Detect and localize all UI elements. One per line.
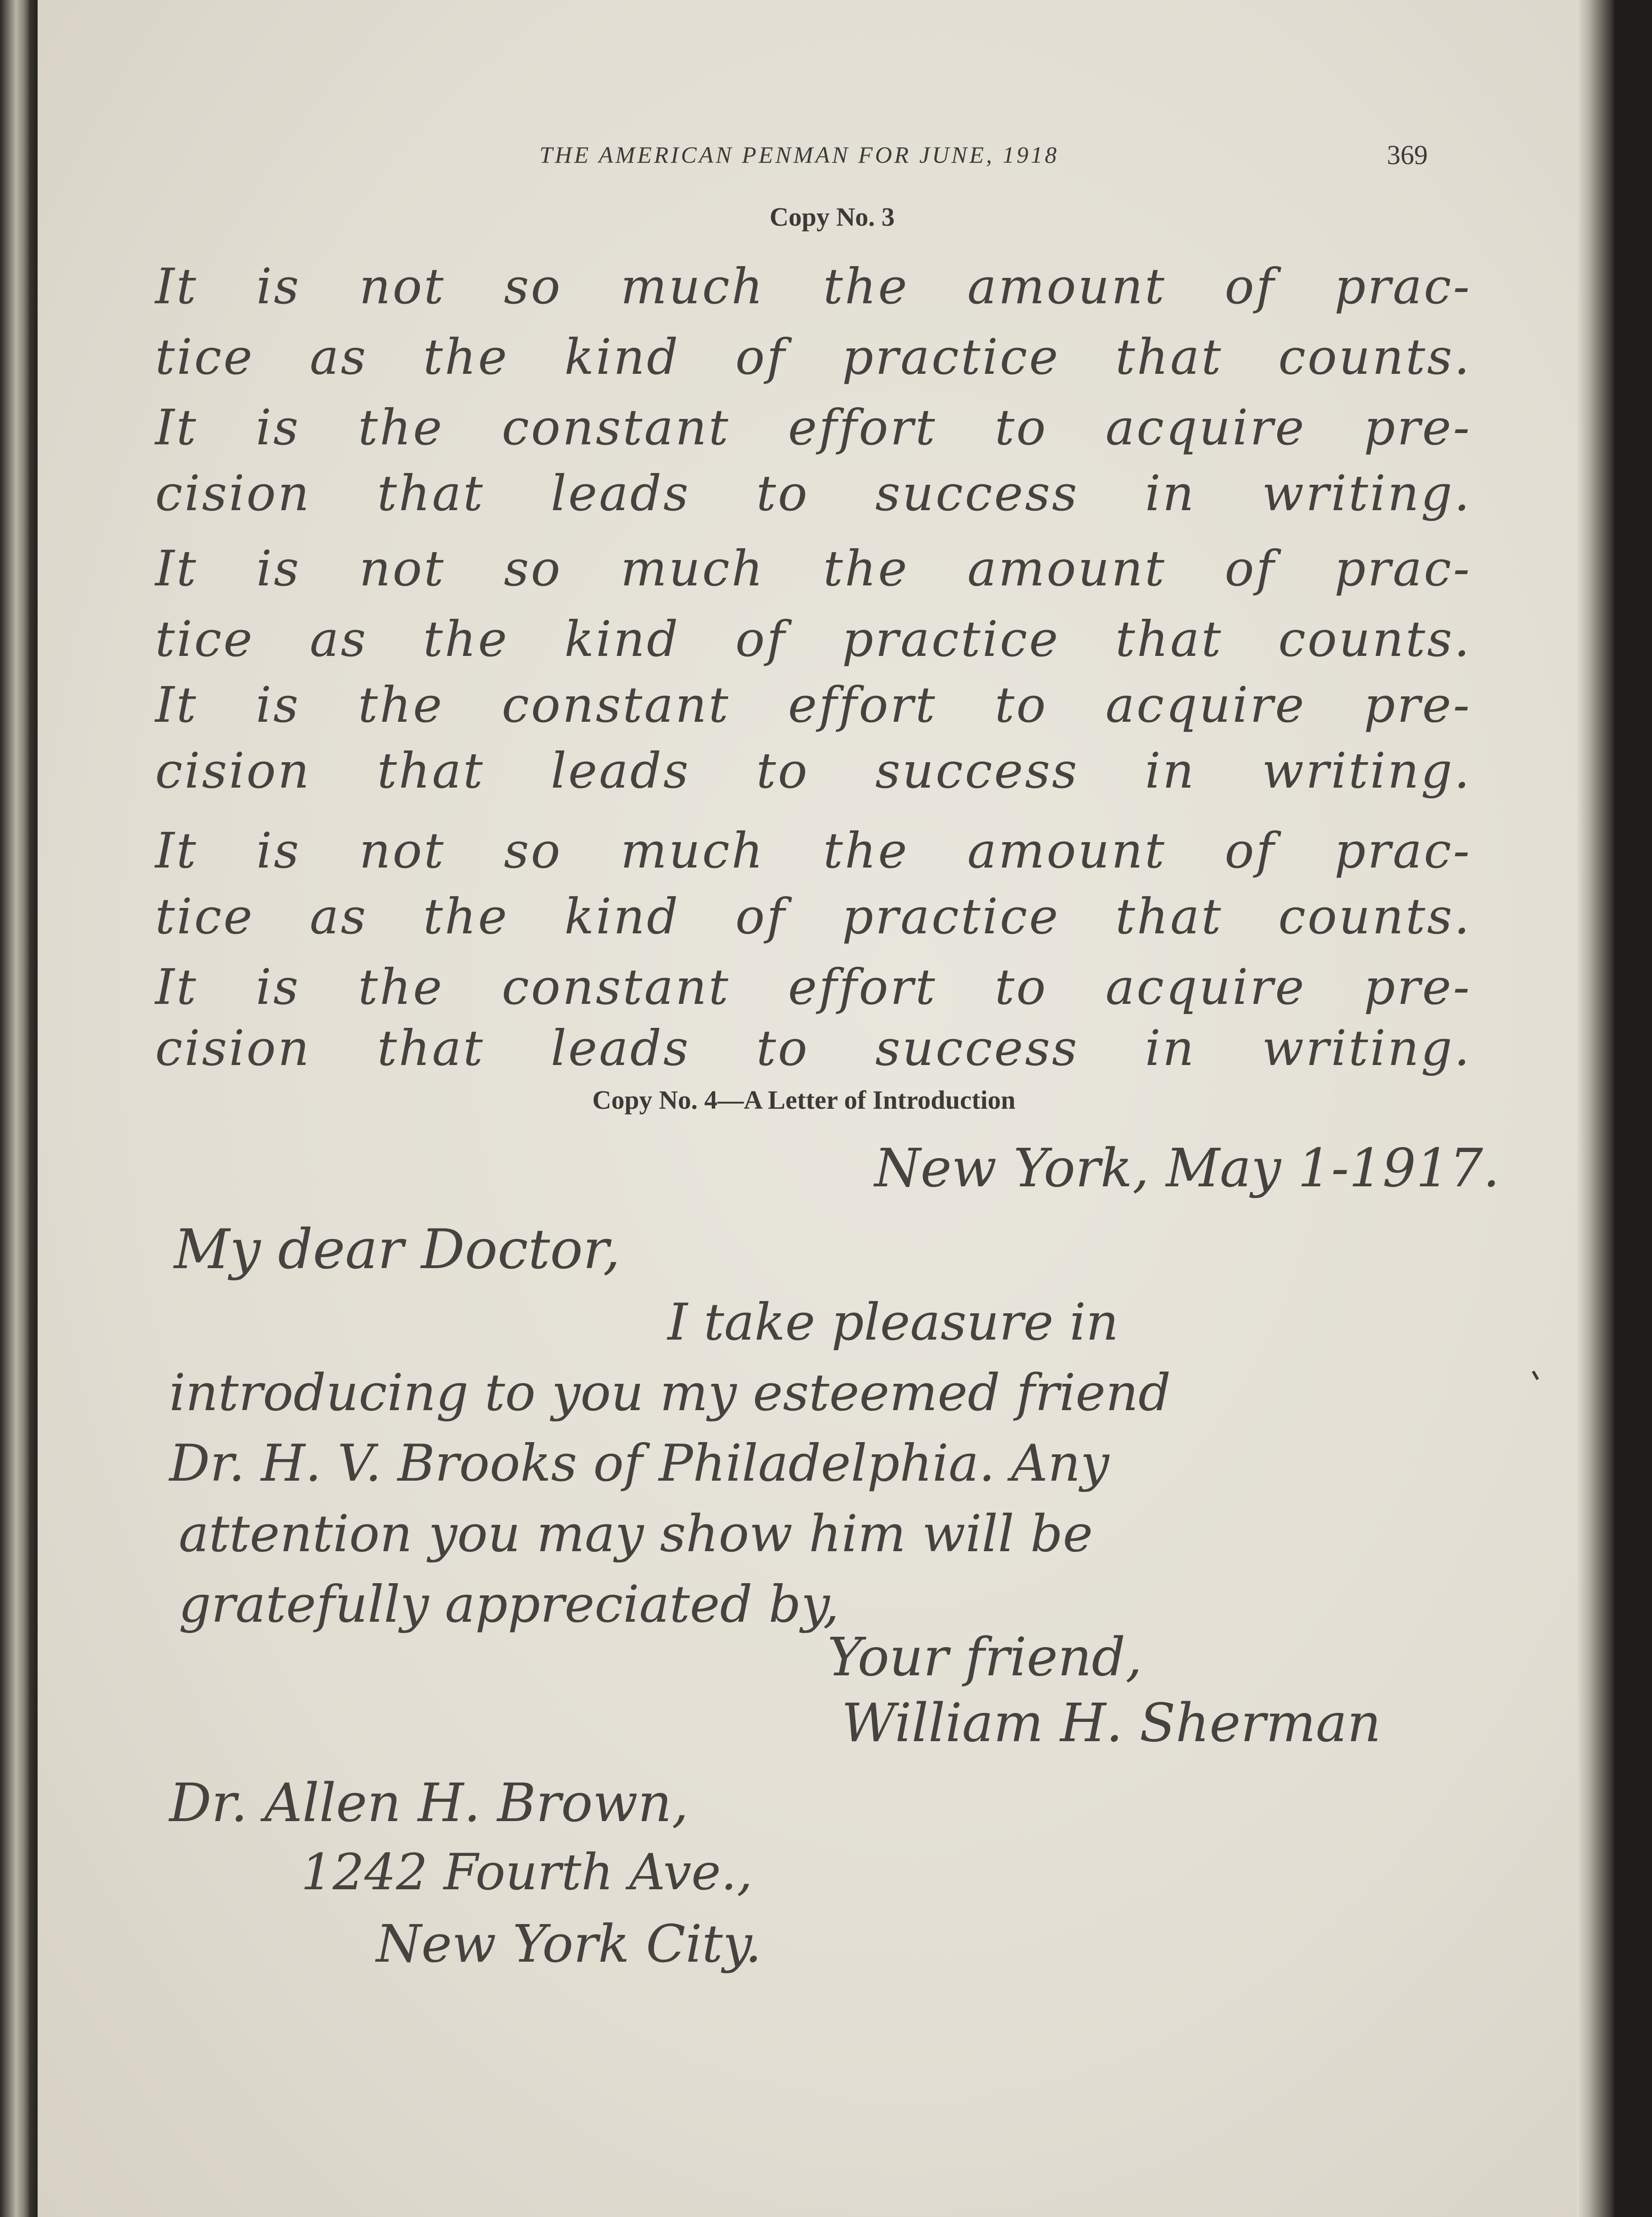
copy-3-line: cision that leads to success in writing. <box>155 742 1471 799</box>
previous-page-edge <box>0 0 29 2217</box>
copy-3-line: It is not so much the amount of prac- <box>155 258 1471 315</box>
copy-3-line: It is not so much the amount of prac- <box>155 540 1471 597</box>
letter-signature: William H. Sherman <box>842 1693 1381 1754</box>
copy-3-heading: Copy No. 3 <box>769 203 895 232</box>
copy-4-heading: Copy No. 4—A Letter of Introduction <box>592 1086 1016 1115</box>
copy-3-line: It is not so much the amount of prac- <box>155 822 1471 879</box>
letter-body-line: I take pleasure in <box>668 1293 1119 1352</box>
copy-3-line: tice as the kind of practice that counts. <box>155 610 1471 668</box>
copy-3-line: It is the constant effort to acquire pre- <box>155 676 1471 734</box>
copy-3-line: tice as the kind of practice that counts. <box>155 888 1471 945</box>
letter-salutation: My dear Doctor, <box>174 1218 621 1281</box>
address-line: Dr. Allen H. Brown, <box>169 1773 689 1834</box>
address-line: 1242 Fourth Ave., <box>301 1843 753 1901</box>
running-title: THE AMERICAN PENMAN FOR JUNE, 1918 <box>539 142 1059 168</box>
letter-body-line: gratefully appreciated by, <box>179 1575 839 1634</box>
address-line: New York City. <box>376 1914 762 1974</box>
letter-date-line: New York, May 1-1917. <box>874 1138 1500 1199</box>
copy-3-line: cision that leads to success in writing. <box>155 1019 1471 1077</box>
copy-3-line: tice as the kind of practice that counts. <box>155 328 1471 386</box>
copy-3-line: It is the constant effort to acquire pre- <box>155 399 1471 456</box>
letter-closing: Your friend, <box>827 1627 1142 1688</box>
letter-body-line: introducing to you my esteemed friend <box>169 1364 1171 1422</box>
letter-body-line: Dr. H. V. Brooks of Philadelphia. Any <box>169 1434 1109 1493</box>
letter-body-line: attention you may show him will be <box>179 1505 1093 1563</box>
page-number: 369 <box>1387 140 1428 170</box>
copy-3-line: cision that leads to success in writing. <box>155 465 1471 522</box>
book-gutter <box>29 0 38 2217</box>
copy-3-line: It is the constant effort to acquire pre- <box>155 958 1471 1016</box>
page-edge-shadow <box>1577 0 1614 2217</box>
